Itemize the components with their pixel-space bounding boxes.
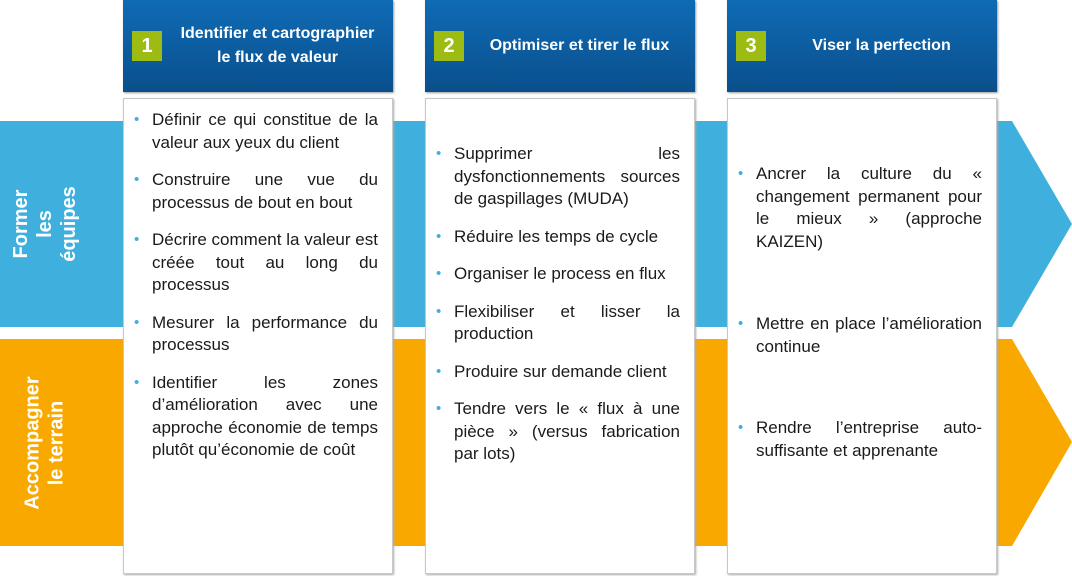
step-number: 1: [132, 31, 162, 61]
list-item: • Produire sur demande client: [454, 361, 680, 384]
band-label: Accompagner le terrain: [22, 375, 68, 510]
column-box-2: [425, 98, 695, 574]
step-number: 2: [434, 31, 464, 61]
list-item: • Construire une vue du processus de bout en bout: [152, 169, 378, 214]
column-header-3: [727, 0, 997, 92]
column-title: Optimiser et tirer le flux: [489, 37, 670, 54]
list-item: • Flexibiliser et lisser la production: [454, 301, 680, 346]
list-item: • Supprimer les dysfonctionnements sources de gaspillages (MUDA): [454, 143, 680, 211]
column-header-1: [123, 0, 393, 92]
column-header-2: [425, 0, 695, 92]
list-item: • Tendre vers le « flux à une pièce » (versus fabrication par lots): [454, 398, 680, 466]
column-box-3: [727, 98, 997, 574]
step-number: 3: [736, 31, 766, 61]
list-item: • Rendre l’entreprise auto-suffisante et apprenante: [756, 417, 982, 462]
list-item: • Organiser le process en flux: [454, 263, 680, 286]
list-item: • Décrire comment la valeur est créée tout au long du processus: [152, 229, 378, 297]
band-label: Former les équipes: [10, 186, 80, 262]
list-item: • Mesurer la performance du processus: [152, 312, 378, 357]
list-item: • Réduire les temps de cycle: [454, 226, 680, 249]
list-item: • Mettre en place l’amélioration continue: [756, 313, 982, 358]
column-box-1: [123, 98, 393, 574]
list-item: • Définir ce qui constitue de la valeur aux yeux du client: [152, 109, 378, 154]
column-title: Identifier et cartographier le flux de valeur: [180, 25, 375, 66]
list-item: • Identifier les zones d’amélioration avec une approche économie de temps plutôt qu’économie de coût: [152, 372, 378, 462]
list-item: • Ancrer la culture du « changement permanent pour le mieux » (approche KAIZEN): [756, 163, 982, 253]
column-title: Viser la perfection: [812, 37, 951, 54]
